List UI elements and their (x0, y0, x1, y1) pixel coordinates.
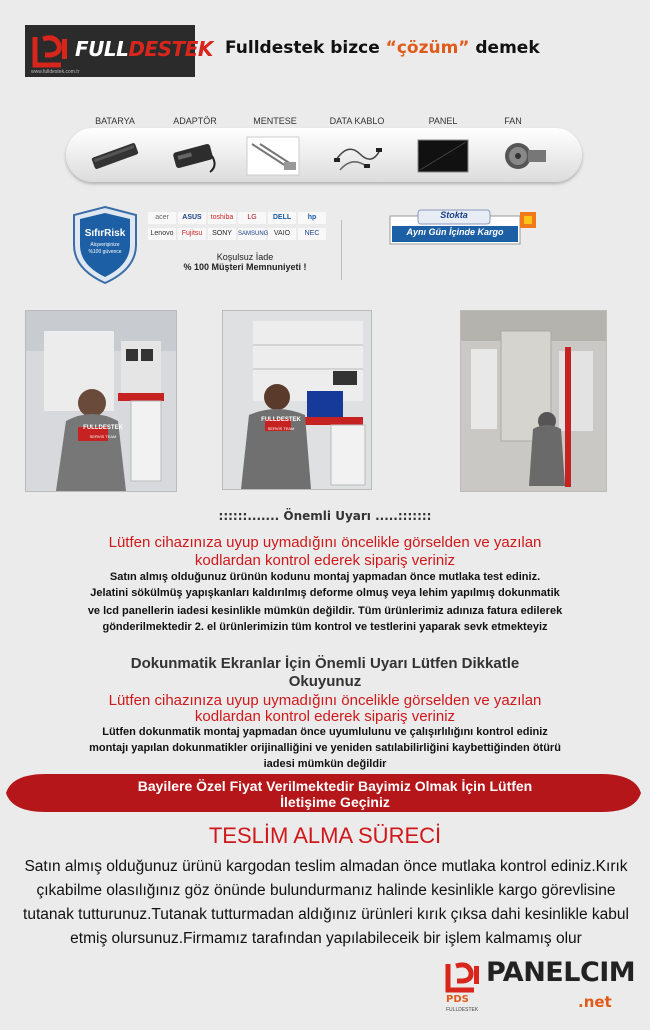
warning-red-line2: kodlardan kontrol ederek sipariş veriniz (194, 552, 456, 569)
touch-red-line1: Lütfen cihazınıza uyup uymadığını öncelikle görselden ve yazılan (108, 692, 542, 709)
touch-body-line1: Lütfen dokunmatik montaj yapmadan önce uyumlulunu ve çalışırlılığını kontrol ediniz (102, 726, 548, 738)
same-day-shipping-label: Aynı Gün İçinde Kargo (406, 227, 504, 237)
brand-logo: Fujitsu (178, 228, 206, 240)
photo2-shirt-sub: SERVİS TEAM (267, 426, 295, 431)
touch-body-line2: montajı yapılan dokunmatikler orijinalliğini ve yeniden satılabilirliğini kaybettiğinden ötürü (89, 742, 561, 754)
shield-line2: %100 güvence (88, 249, 122, 255)
brand-logo: VAIO (268, 228, 296, 240)
guarantee-line1: Koşulsuz İade (216, 252, 274, 262)
touch-red-line2: kodlardan kontrol ederek sipariş veriniz (194, 708, 456, 725)
logo-wordmark: FULLDESTEK (75, 37, 213, 61)
panel-icon[interactable] (416, 136, 470, 176)
brand-logo: DELL (268, 212, 296, 224)
warning-body-line2: Jelatini sökülmüş yapışkanları kaldırılmış deforme olmuş veya lehim yapılmış dokunmatik (90, 587, 560, 599)
service-photo-3 (460, 310, 607, 492)
category-label-panel[interactable]: PANEL (428, 116, 458, 126)
touch-body-line3: iadesi mümkün değildir (263, 758, 387, 770)
delivery-line3: tutanak tutturunuz.Tutanak tutturmadan aldığınız ürünleri kırık çıksa dahi kesinlikle kabul (23, 906, 629, 923)
fan-icon[interactable] (496, 136, 550, 176)
brand-logo: acer (148, 212, 176, 224)
photo2-shirt-text: FULLDESTEK (261, 417, 301, 423)
data-cable-icon[interactable] (330, 136, 384, 176)
brand-logo: hp (298, 212, 326, 224)
fulldestek-logo[interactable] (25, 25, 213, 77)
pds-badge: PDS (446, 994, 469, 1005)
shield-line1: Alışverişinize (90, 242, 120, 248)
brand-logo: toshiba (208, 212, 236, 224)
dealer-banner-line1: Bayilere Özel Fiyat Verilmektedir Bayimiz Olmak İçin Lütfen (137, 778, 533, 794)
service-photo-1 (25, 310, 177, 492)
brand-logo: LG (238, 212, 266, 224)
brand-logo: Lenovo (148, 228, 176, 240)
divider (341, 220, 342, 280)
warning-body-line4: gönderilmektedir 2. el ürünlerimizin tüm kontrol ve testlerini yaparak sevk etmekteyiz (102, 621, 548, 633)
adapter-icon[interactable] (166, 136, 220, 176)
brand-logo: SAMSUNG (238, 228, 266, 240)
category-label-data-kablo[interactable]: DATA KABLO (329, 116, 385, 126)
delivery-line4: etmiş olursunuz.Firmamız tarafından yapılabileceik bir işlem kalmamış olur (70, 930, 582, 947)
warning-title: ::::::....... Önemli Uyarı .....::::::: (218, 509, 432, 523)
shield-title: SıfırRisk (84, 228, 126, 239)
stock-label: Stokta (440, 210, 468, 220)
dealer-banner-line2: İletişime Geçiniz (280, 794, 390, 810)
pds-badge-sub: FULLDESTEK (446, 1007, 479, 1013)
logo-url: www.fulldestek.com.tr (31, 69, 80, 75)
category-label-mentese[interactable]: MENTESE (253, 116, 297, 126)
category-label-batarya[interactable]: BATARYA (95, 116, 135, 126)
delivery-process-body (6, 855, 646, 951)
category-label-fan[interactable]: FAN (504, 116, 522, 126)
brand-logo: NEC (298, 228, 326, 240)
delivery-line2: çıkabilme olasılığınız göz önünde bulundurmanız halinde kesinlikle kargo görevlisine (36, 882, 616, 899)
warning-red-line1: Lütfen cihazınıza uyup uymadığını öncelikle görselden ve yazılan (108, 534, 542, 551)
brand-logo: ASUS (178, 212, 206, 224)
guarantee-line2: % 100 Müşteri Memnuniyeti ! (183, 262, 307, 272)
brand-logo-grid (148, 212, 328, 248)
dealer-banner[interactable] (60, 778, 610, 810)
delivery-process-title: TESLİM ALMA SÜRECİ (208, 823, 442, 848)
warning-body-line3: ve lcd panellerin iadesi kesinlikle mümkün değildir. Tüm ürünlerimiz adınıza fatura edilerek (87, 605, 563, 617)
fulldestek-logo-icon (31, 31, 71, 71)
service-photo-2 (222, 310, 372, 490)
guarantee-text (150, 252, 340, 272)
battery-icon[interactable] (88, 136, 142, 176)
category-label-adaptor[interactable]: ADAPTÖR (173, 116, 217, 126)
hinge-icon[interactable] (246, 136, 300, 176)
brand-logo: SONY (208, 228, 236, 240)
panelcim-logo[interactable]: PANELCIM (486, 957, 636, 988)
touch-warning-title-line1: Dokunmatik Ekranlar İçin Önemli Uyarı Lütfen Dikkatle (130, 655, 520, 672)
delivery-line1: Satın almış olduğunuz ürünü kargodan teslim almadan önce mutlaka kontrol ediniz.Kırık (24, 858, 628, 875)
slogan: Fulldestek bizce “çözüm” demek (225, 38, 540, 58)
touch-warning-title-line2: Okuyunuz (288, 673, 362, 690)
warning-body-line1: Satın almış olduğunuz ürünün kodunu montaj yapmadan önce mutlaka test ediniz. (109, 571, 541, 583)
photo1-shirt-text: FULLDESTEK (83, 425, 123, 431)
panelcim-tld: .net (578, 993, 612, 1011)
photo1-shirt-sub: SERVİS TEAM (89, 434, 117, 439)
